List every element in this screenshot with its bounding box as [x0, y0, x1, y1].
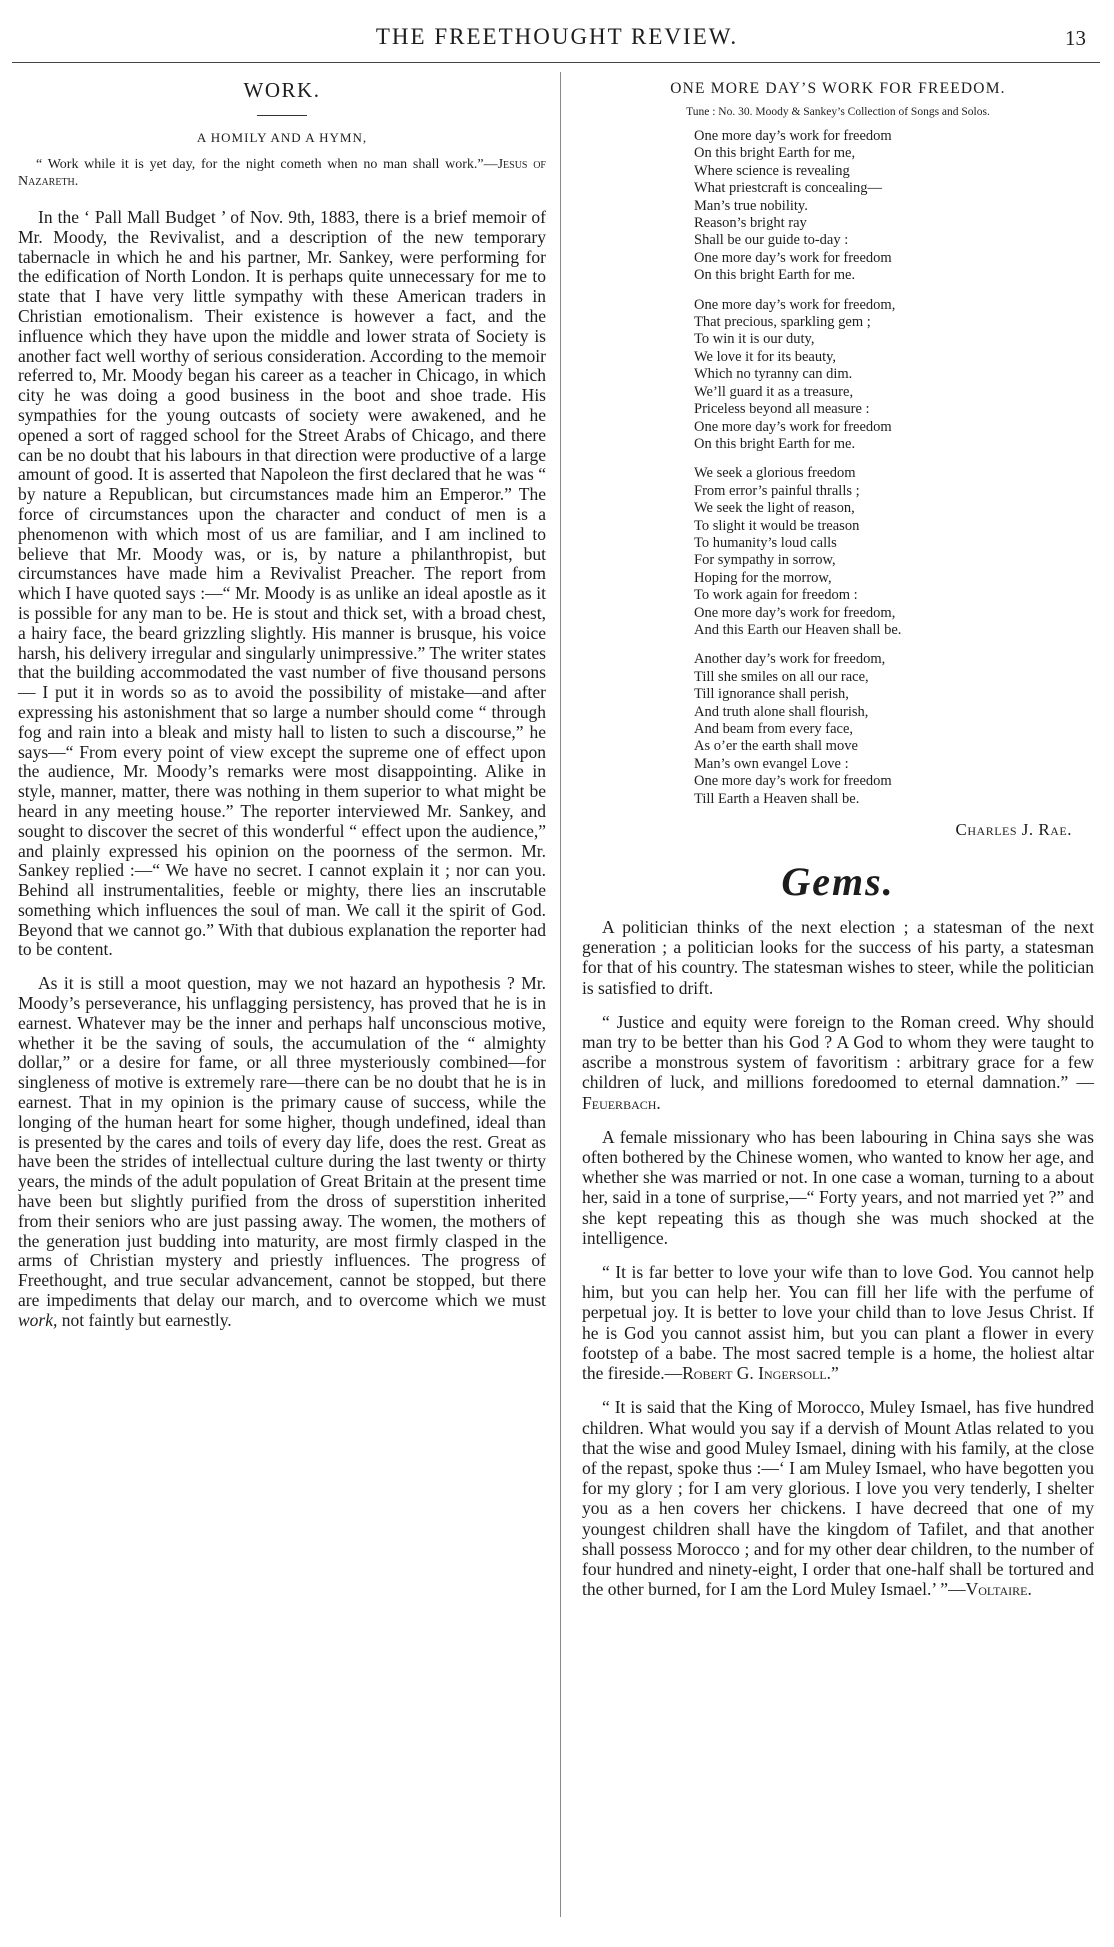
paragraph-2-tail: not faintly but earnestly.	[57, 1309, 232, 1330]
verse-line: To win it is our duty,	[694, 331, 815, 348]
verse-line: Till ignorance shall perish,	[694, 686, 849, 703]
verse-line: Till she smiles on all our race,	[694, 668, 869, 685]
verse-line: And truth alone shall flourish,	[694, 703, 869, 720]
gem-paragraph	[582, 1397, 1094, 1599]
gem-paragraph	[582, 917, 1094, 998]
verse-line: One more day’s work for freedom,	[694, 296, 896, 313]
epigraph-attribution: Jesus of Nazareth.	[18, 157, 546, 189]
gem-attribution: Feuerbach.	[582, 1092, 661, 1113]
paragraph-2-text: As it is still a moot question, may we not hazard an hypothesis ? Mr. Moody’s perseverance, his unflagging persistency, has proved that he is in earnest. Whatever may be the inner and perhaps half unconscious motive, whether it be the saving of souls, the accumulation of the “ almighty dollar,” or a desire for fame, or all three mysteriously combined—for singleness of motive is extremely rare—there can be no doubt that he is in earnest. That in my opinion is the primary cause of success, while the longing of the human heart for some higher, though undefined, ideal than is presented by the cares and toils of every day life, does the rest. Great as have been the strides of intellectual culture during the last twenty or thirty years, the minds of the adult population of Great Britain at the present time have been but slightly purified from the dross of superstition inherited from their seniors who are just passing away. The women, the mothers of the generation just budding into maturity, are most firmly clasped in the arms of Christian mystery and priestly influences. The progress of Freethought, and true secular advancement, cannot be stopped, but there are impediments that delay our march, and to overcome which we must	[18, 973, 546, 1311]
verse-line: And this Earth our Heaven shall be.	[694, 621, 902, 638]
verse-line: That precious, sparkling gem ;	[694, 314, 871, 331]
gem-paragraph	[582, 1012, 1094, 1113]
verse-line: What priestcraft is concealing—	[694, 180, 883, 197]
verse-line: To humanity’s loud calls	[694, 534, 837, 551]
header-rule	[12, 62, 1100, 63]
article-paragraph-2	[18, 974, 546, 1330]
left-column	[18, 78, 546, 1345]
epigraph	[18, 156, 546, 190]
verse-line: One more day’s work for freedom	[694, 418, 892, 435]
verse-line: Hoping for the morrow,	[694, 569, 832, 586]
verse-line: As o’er the earth shall move	[694, 738, 858, 755]
verse-line: One more day’s work for freedom,	[694, 604, 896, 621]
song-stanza	[694, 651, 1094, 808]
article-subtitle: A HOMILY AND A HYMN,	[196, 130, 368, 145]
verse-line: Man’s true nobility.	[694, 197, 808, 214]
verse-line: Priceless beyond all measure :	[694, 401, 870, 418]
gems-heading: Gems.	[781, 859, 895, 905]
verse-line: Till Earth a Heaven shall be.	[694, 790, 860, 807]
verse-line: On this bright Earth for me.	[694, 435, 856, 452]
verse-line: Where science is revealing	[694, 162, 850, 179]
column-divider	[560, 72, 561, 1917]
verse-line: And beam from every face,	[694, 721, 854, 737]
verse-line: We love it for its beauty,	[694, 348, 837, 365]
journal-title: THE FREETHOUGHT REVIEW.	[375, 24, 739, 49]
verse-line: One more day’s work for freedom	[694, 773, 892, 790]
verse-line: On this bright Earth for me,	[694, 145, 856, 162]
gem-text: A female missionary who has been labouring in China says she was often bothered by the Chinese women, who wanted to know her age, and whether she was married or not. In one case a woman, turning to a about her, said in a tone of surprise,—“ Forty years, and not married yet ?” and she kept repeating this as though she was much shocked at the intelligence.	[582, 1126, 1094, 1248]
verse-line: To slight it would be treason	[694, 517, 860, 534]
song-stanza	[694, 297, 1094, 454]
verse-line: Reason’s bright ray	[694, 215, 807, 232]
verse-line: For sympathy in sorrow,	[694, 552, 836, 569]
right-column	[582, 78, 1094, 1613]
song-stanza	[694, 465, 1094, 639]
verse-line: We seek a glorious freedom	[694, 465, 856, 482]
verse-line: We seek the light of reason,	[694, 500, 855, 517]
gem-text: “ It is said that the King of Morocco, Muley Ismael, has five hundred children. What would you say if a dervish of Mount Atlas related to you that the wise and good Muley Ismael, dining with his family, at the close of the repast, spoke thus :—‘ I am Muley Ismael, who have begotten you for my glory ; for I am very glorious. I love you very tenderly, I shelter you as a hen covers her chickens. I have decreed that one of my youngest children shall have the kingdom of Tafilet, and that another shall possess Morocco ; and for my other dear children, to the number of four hundred and ninety-eight, I order that one-half shall be tortured and the other burned, for I am the Lord Muley Ismael.’ ”—	[582, 1397, 1094, 1600]
gem-text: “ Justice and equity were foreign to the Roman creed. Why should man try to be better than his God ? A God to whom they were taught to ascribe a monstrous system of favoritism : arbitrary grace for a few children of luck, and millions foredoomed to eternal damnation.” —	[582, 1011, 1094, 1093]
article-title: WORK.	[243, 78, 321, 102]
verse-line: Man’s own evangel Love :	[694, 755, 849, 772]
verse-line: One more day’s work for freedom	[694, 128, 892, 144]
verse-line: Shall be our guide to-day :	[694, 232, 849, 249]
epigraph-text: “ Work while it is yet day, for the night cometh when no man shall work.”—	[36, 157, 498, 172]
gem-text: A politician thinks of the next election ; a statesman of the next generation ; a politician looks for the success of his party, a statesman for that of his country. The statesman wishes to steer, while the politician is satisfied to drift.	[582, 917, 1094, 998]
song-stanza	[694, 128, 1094, 285]
gem-paragraph	[582, 1127, 1094, 1248]
song-title: ONE MORE DAY’S WORK FOR FREEDOM.	[670, 80, 1006, 97]
verse-line: Another day’s work for freedom,	[694, 651, 886, 668]
article-paragraph-1: In the ‘ Pall Mall Budget ’ of Nov. 9th, 1883, there is a brief memoir of Mr. Moody, the Revivalist, and a description of the new temporary tabernacle in which he and his partner, Mr. Sankey, were performing for the edification of North London. It is perhaps quite unnecessary for me to state that I have very little sympathy with these American traders in Christian emotionalism. Their existence is however a fact, and the influence which they have upon the middle and lower strata of Society is another fact well worthy of serious consideration. According to the memoir referred to, Mr. Moody began his career as a teacher in Chicago, in which city he was doing a good business in the boot and shoe trade. His sympathies for the young outcasts of society were awakened, and he opened a sort of ragged school for the Street Arabs of Chicago, and there can be no doubt that his labours in that direction were productive of a large amount of good. It is asserted that Napoleon the first declared that he was “ by nature a Republican, but circumstances made him an Emperor.” The force of circumstances upon the character and conduct of men is a phenomenon with which most of us are familiar, and I am inclined to believe that Mr. Moody was, or is, by nature a philanthropist, but circumstances have made him a Revivalist Preacher. The report from which I have quoted says :—“ Mr. Moody is as unlike an ideal apostle as it is possible for any man to be. He is stout and thick set, with a broad chest, a hairy face, the beard grizzling slightly. His manner is brusque, his voice harsh, his delivery irregular and singularly unimpressive.” The writer states that the building accommodated the vast number of five thousand persons— I put it in words so as to avoid the possibility of mistake—and after expressing his astonishment that so large a number should come “ through fog and rain into a bleak and misty hall to listen to such a discourse,” he says—“ From every point of view except the supreme one of effect upon the audience, Mr. Moody’s remarks were most disappointing. Alike in style, manner, matter, there was nothing in them superior to what might be heard in any meeting house.” The reporter interviewed Mr. Sankey, and sought to discover the secret of this wonderful “ effect upon the audience,” and plainly expressed his opinion on the poorness of the sermon. Mr. Sankey replied :—“ We have no secret. I cannot explain it ; nor can you. Behind all instrumentalities, feeble or mighty, there lies an inscrutable something which influences the soul of man. We call it the spirit of God. Beyond that we cannot go.” With that dubious explanation the reporter had to be content.	[18, 207, 546, 960]
title-rule	[257, 115, 307, 116]
page-number: 13	[1065, 26, 1086, 50]
gems-list	[582, 917, 1094, 1599]
verse-line: We’ll guard it as a treasure,	[694, 383, 854, 400]
song-author: Charles J. Rae.	[955, 820, 1072, 840]
gem-attribution: Robert G. Ingersoll.”	[682, 1363, 839, 1384]
verse-line: One more day’s work for freedom	[694, 249, 892, 266]
gem-attribution: Voltaire.	[965, 1579, 1032, 1600]
gem-text: “ It is far better to love your wife than to love God. You cannot help him, but you can help her. You can fill her life with the perfume of perpetual joy. It is better to love your child than to love Jesus Christ. If he is God you cannot assist him, but you can plant a flower in every footstep of a babe. The most sacred temple is a home, the holiest altar the fireside.—	[582, 1262, 1094, 1384]
emphasis-work: work,	[18, 1309, 58, 1330]
song-stanzas	[582, 128, 1094, 808]
song-tune: Tune : No. 30. Moody & Sankey’s Collection of Songs and Solos.	[686, 106, 990, 118]
verse-line: To work again for freedom :	[694, 587, 858, 604]
verse-line: From error’s painful thralls ;	[694, 482, 860, 499]
gem-paragraph	[582, 1262, 1094, 1383]
verse-line: On this bright Earth for me.	[694, 267, 856, 284]
article-body	[18, 208, 546, 1331]
verse-line: Which no tyranny can dim.	[694, 366, 853, 383]
page-header	[0, 18, 1114, 54]
